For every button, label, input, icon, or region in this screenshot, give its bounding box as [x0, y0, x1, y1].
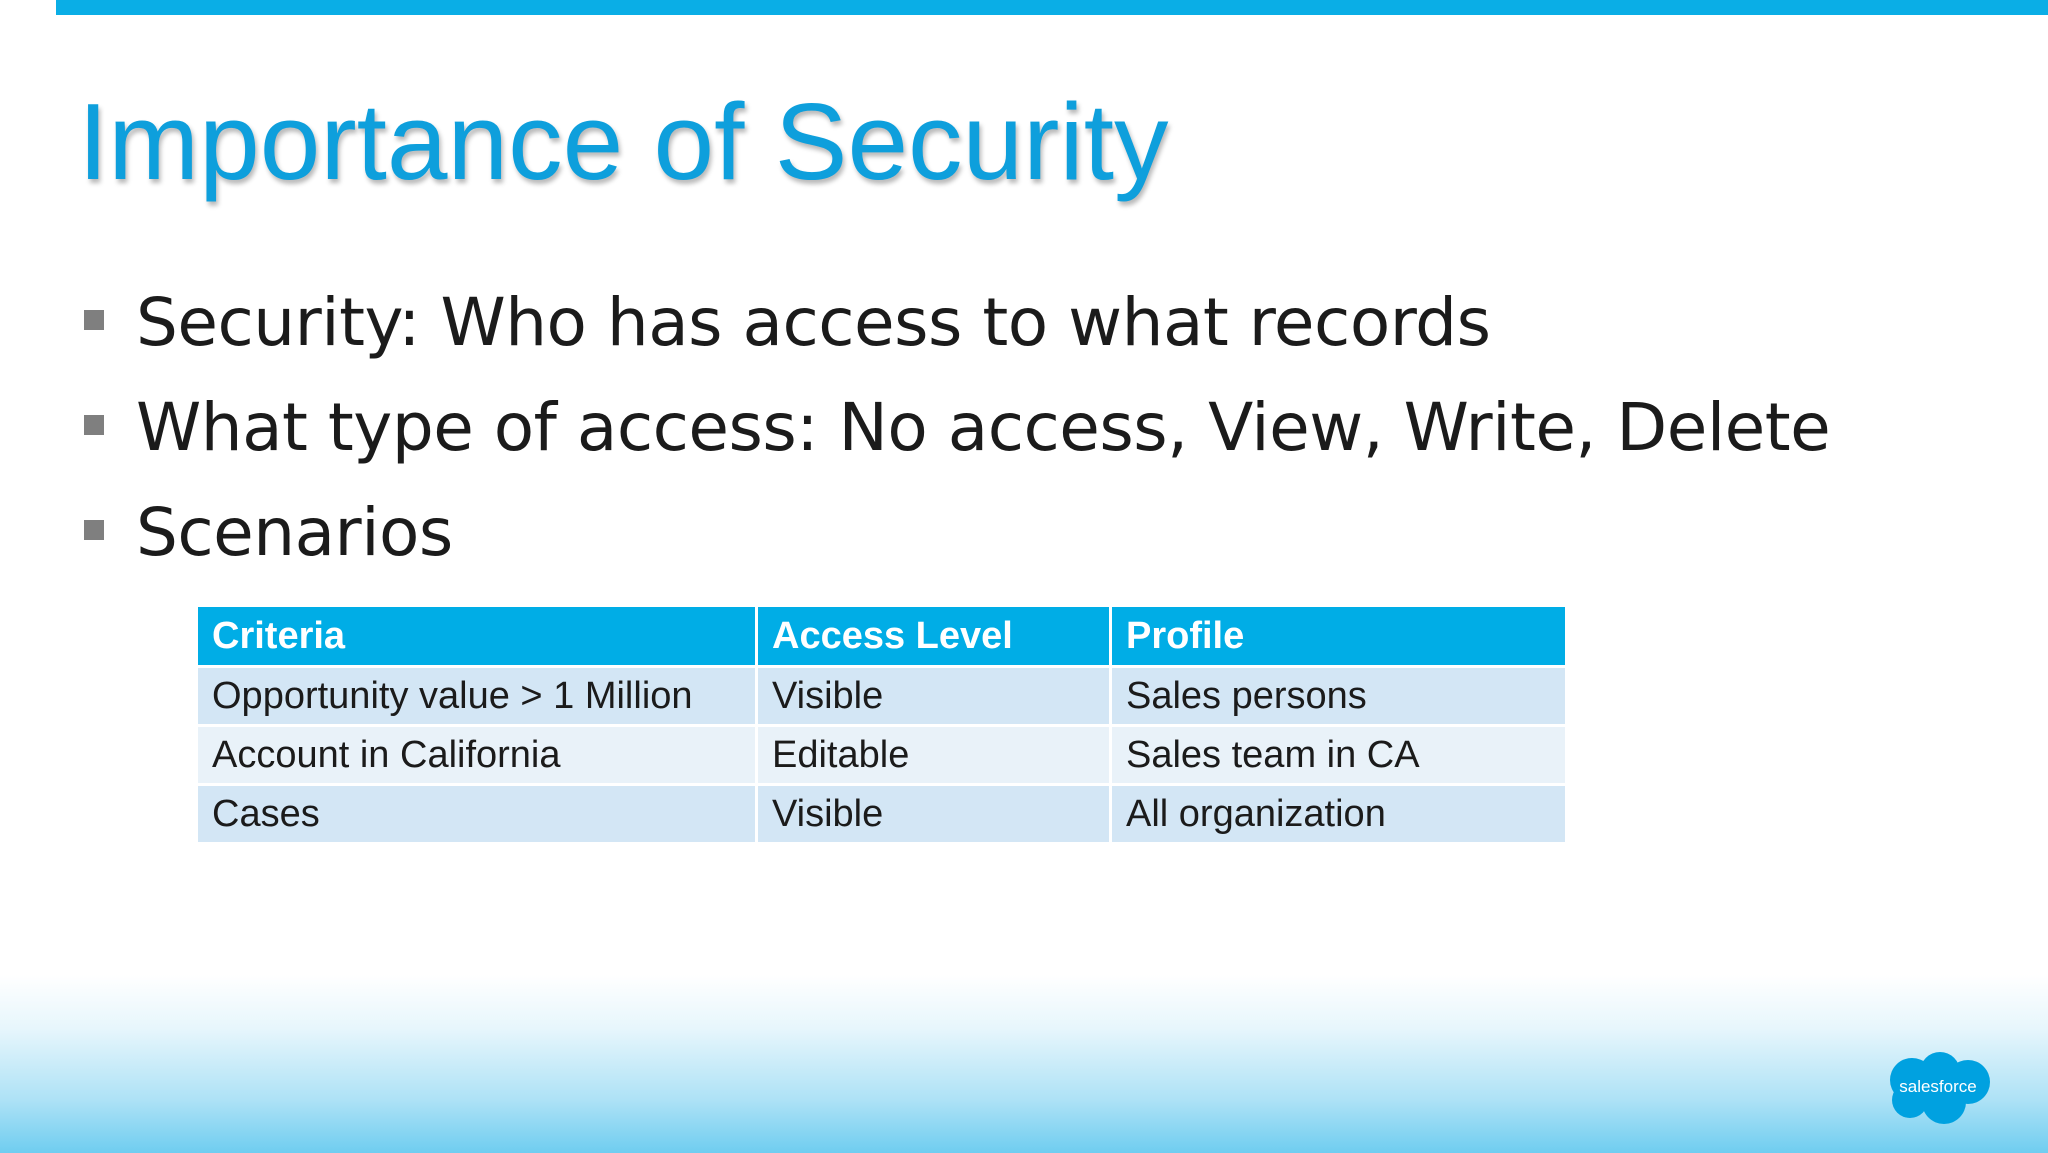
- cell-access-level: Visible: [757, 785, 1111, 844]
- cell-profile: Sales team in CA: [1111, 726, 1567, 785]
- cell-criteria: Account in California: [197, 726, 757, 785]
- cell-criteria: Cases: [197, 785, 757, 844]
- square-bullet-icon: [84, 520, 104, 540]
- bullet-text: Security: Who has access to what records: [136, 284, 1491, 361]
- table-row: [197, 785, 1567, 844]
- cell-access-level: Editable: [757, 726, 1111, 785]
- cell-profile: Sales persons: [1111, 667, 1567, 726]
- square-bullet-icon: [84, 415, 104, 435]
- bullet-item: [80, 375, 1830, 480]
- scenarios-table: [195, 604, 1568, 845]
- table-row: [197, 726, 1567, 785]
- salesforce-cloud-icon: [1882, 1050, 1994, 1126]
- cell-access-level: Visible: [757, 667, 1111, 726]
- bullet-text: Scenarios: [136, 494, 453, 571]
- header-criteria: Criteria: [197, 606, 757, 667]
- bullet-item: [80, 270, 1830, 375]
- table-header-row: [197, 606, 1567, 667]
- logo-wordmark: salesforce: [1899, 1077, 1977, 1096]
- salesforce-logo: [1882, 1050, 1994, 1126]
- top-accent-bar: [56, 0, 2048, 15]
- header-profile: Profile: [1111, 606, 1567, 667]
- slide-title: Importance of Security: [78, 81, 1169, 203]
- bullet-item: [80, 480, 1830, 585]
- table-row: [197, 667, 1567, 726]
- bullet-text: What type of access: No access, View, Write, Delete: [136, 389, 1831, 466]
- header-access-level: Access Level: [757, 606, 1111, 667]
- square-bullet-icon: [84, 310, 104, 330]
- bottom-gradient-band: [0, 975, 2048, 1153]
- bullet-list: [80, 270, 1830, 585]
- cell-criteria: Opportunity value > 1 Million: [197, 667, 757, 726]
- cell-profile: All organization: [1111, 785, 1567, 844]
